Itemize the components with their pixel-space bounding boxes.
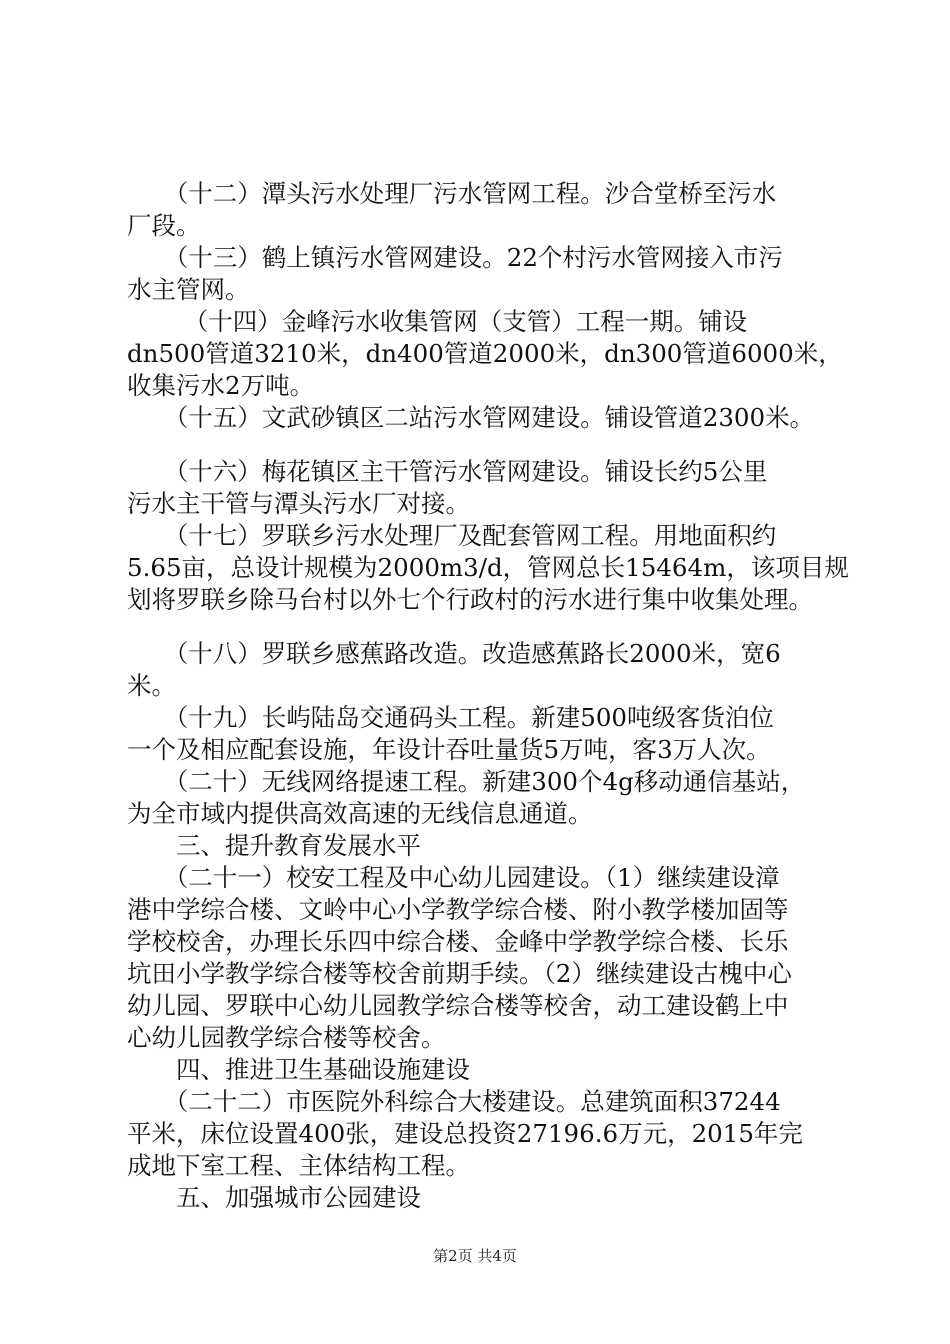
paragraph-line: 厂段。: [127, 211, 201, 240]
paragraph-line: 一个及相应配套设施，年设计吞吐量货5万吨，客3万人次。: [127, 735, 771, 764]
paragraph-line: （十四）金峰污水收集管网（支管）工程一期。铺设: [127, 307, 748, 336]
paragraph-line: （十三）鹤上镇污水管网建设。22个村污水管网接入市污: [127, 243, 783, 272]
paragraph-line: （十九）长屿陆岛交通码头工程。新建500吨级客货泊位: [127, 703, 775, 732]
paragraph-line: 心幼儿园教学综合楼等校舍。: [127, 1023, 446, 1052]
paragraph-line: 划将罗联乡除马台村以外七个行政村的污水进行集中收集处理。: [127, 585, 813, 614]
paragraph-line: （二十）无线网络提速工程。新建300个4g移动通信基站，: [127, 767, 806, 796]
paragraph-line: dn500管道3210米，dn400管道2000米，dn300管道6000米，: [127, 339, 843, 368]
paragraph-line: 5.65亩，总设计规模为2000m3/d，管网总长15464m，该项目规: [127, 553, 849, 582]
section-heading: 五、加强城市公园建设: [127, 1183, 421, 1212]
paragraph-line: （十八）罗联乡感蕉路改造。改造感蕉路长2000米，宽6: [127, 639, 781, 668]
page-footer: 第2页 共4页: [433, 1247, 517, 1265]
paragraph-line: 水主管网。: [127, 275, 250, 304]
paragraph-line: （十五）文武砂镇区二站污水管网建设。铺设管道2300米。: [127, 403, 815, 432]
paragraph-line: （十七）罗联乡污水处理厂及配套管网工程。用地面积约: [127, 521, 777, 550]
paragraph-line: 为全市域内提供高效高速的无线信息通道。: [127, 799, 593, 828]
paragraph-line: 学校校舍，办理长乐四中综合楼、金峰中学教学综合楼、长乐: [127, 927, 789, 956]
paragraph-line: （二十一）校安工程及中心幼儿园建设。（1）继续建设漳: [127, 863, 780, 892]
paragraph-line: （二十二）市医院外科综合大楼建设。总建筑面积37244: [127, 1087, 781, 1116]
paragraph-line: （十二）潭头污水处理厂污水管网工程。沙合堂桥至污水: [127, 179, 777, 208]
paragraph-line: 成地下室工程、主体结构工程。: [127, 1151, 470, 1180]
paragraph-line: 港中学综合楼、文岭中心小学教学综合楼、附小教学楼加固等: [127, 895, 789, 924]
paragraph-line: 收集污水2万吨。: [127, 371, 315, 400]
section-heading: 三、提升教育发展水平: [127, 831, 421, 860]
paragraph-line: 平米，床位设置400张，建设总投资27196.6万元，2015年完: [127, 1119, 803, 1148]
paragraph-line: 坑田小学教学综合楼等校舍前期手续。（2）继续建设古槐中心: [127, 959, 792, 988]
paragraph-line: （十六）梅花镇区主干管污水管网建设。铺设长约5公里: [127, 457, 768, 486]
paragraph-line: 米。: [127, 671, 176, 700]
paragraph-line: 幼儿园、罗联中心幼儿园教学综合楼等校舍，动工建设鹤上中: [127, 991, 789, 1020]
paragraph-line: 污水主干管与潭头污水厂对接。: [127, 489, 470, 518]
section-heading: 四、推进卫生基础设施建设: [127, 1055, 470, 1084]
